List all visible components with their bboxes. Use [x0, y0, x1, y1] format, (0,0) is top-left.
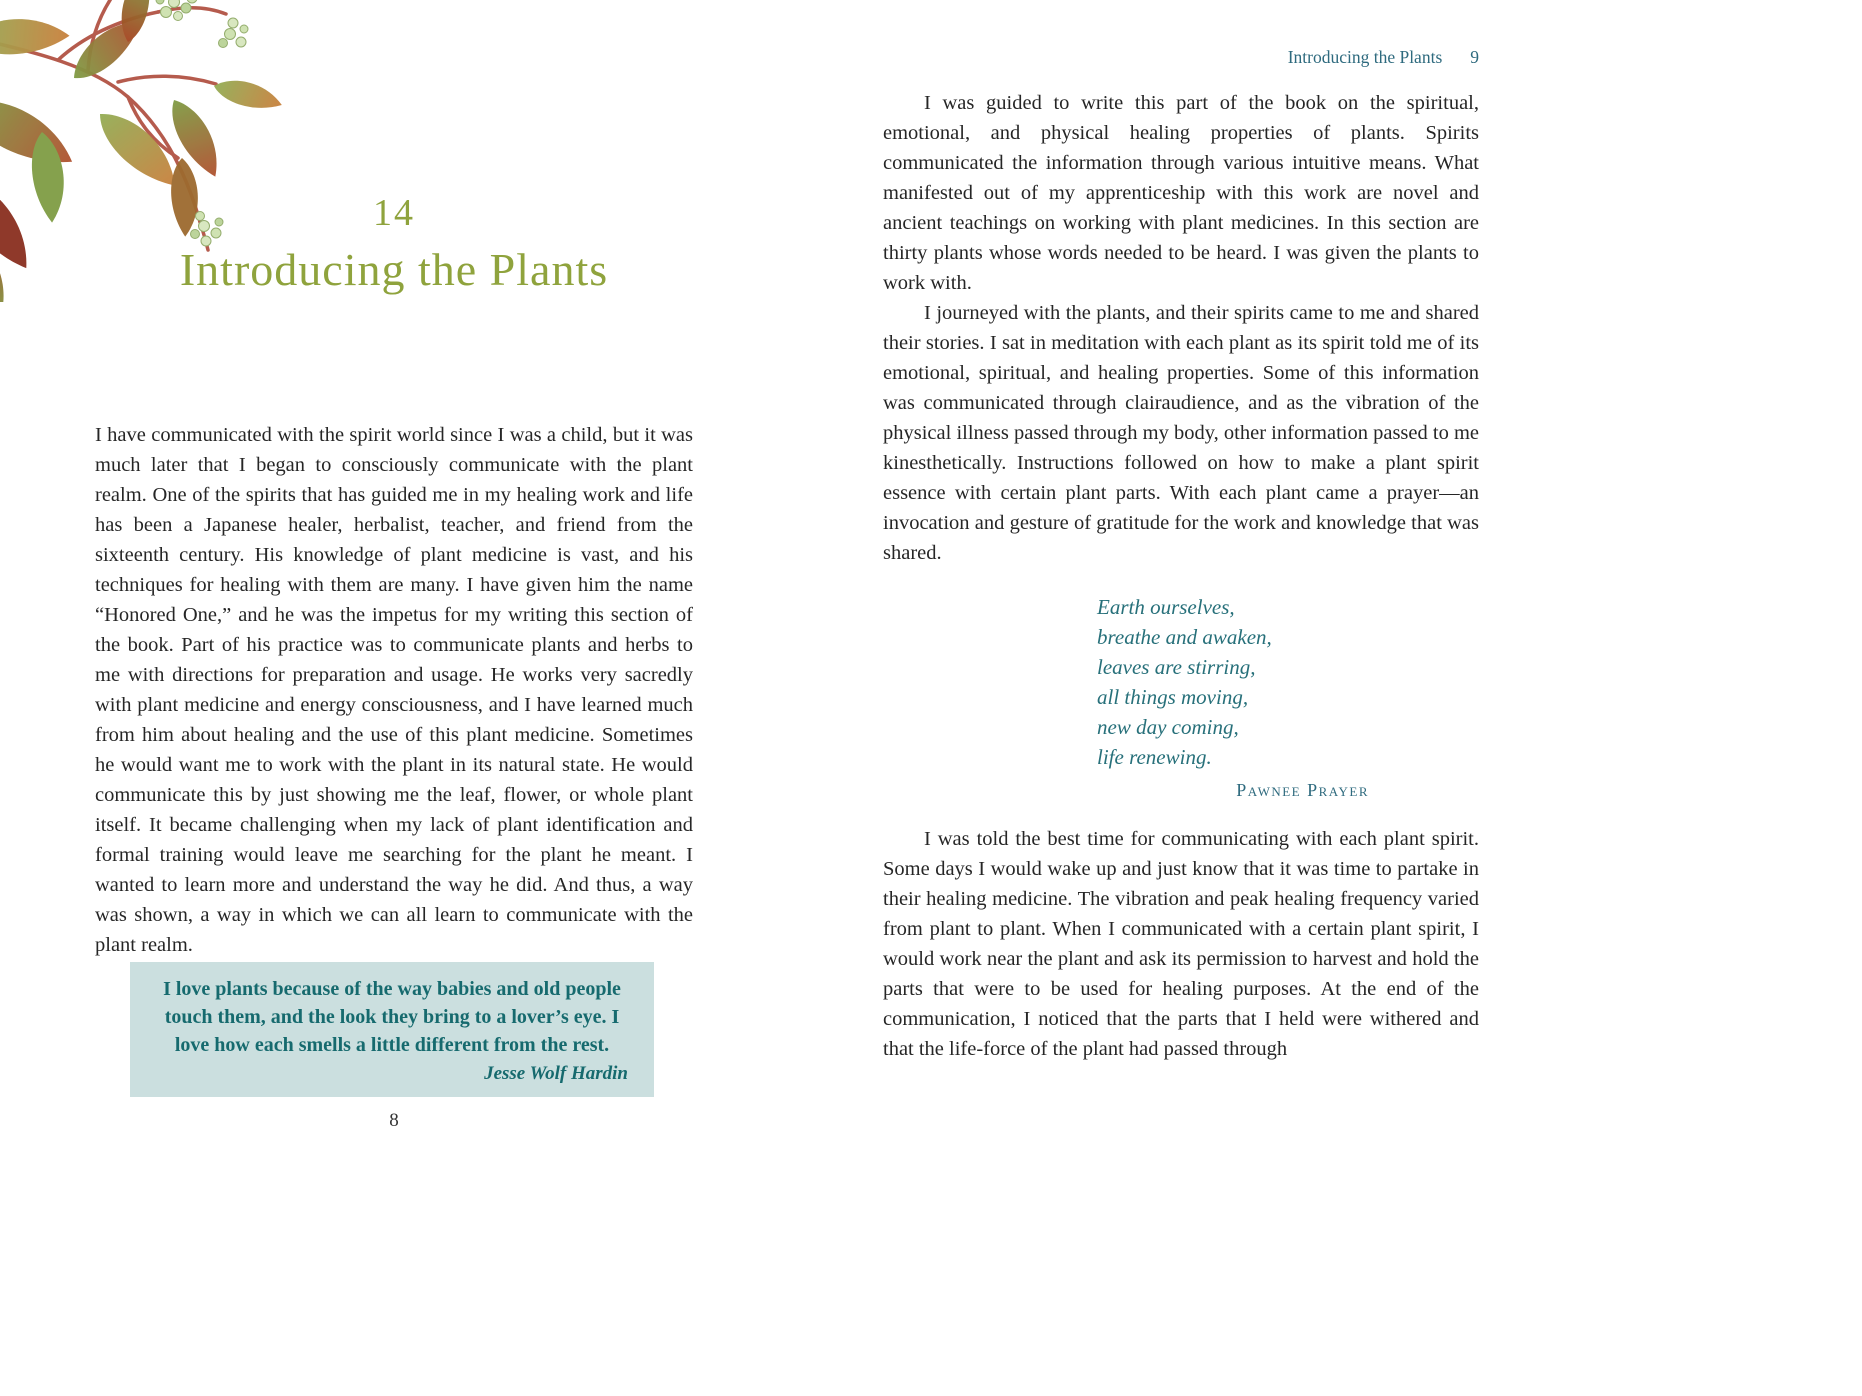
body-paragraph: I journeyed with the plants, and their spirits came to me and shared their stories. I sat in meditation with each plant as its spirit told me of its emotional, spiritual, and healing properties. Some of this information was communicated through clairaudience, and as the vibration of the physical illness passed through my body, other information passed to me kinesthetically. Instructions followed on how to make a plant spirit essence with certain plant parts. With each plant came a prayer—an invocation and gesture of gratitude for the work and knowledge that was shared.: [883, 302, 1479, 564]
poem-line: breathe and awaken,: [1097, 625, 1272, 649]
chapter-opening-paragraph: I have communicated with the spirit world since I was a child, but it was much later that I began to consciously communicate with the plant realm. One of the spirits that has guided me in my healing work and life has been a Japanese healer, herbalist, teacher, and friend from the sixteenth century. His knowledge of plant medicine is vast, and his techniques for healing with them are many. I have given him the name “Honored One,” and he was the impetus for my writing this section of the book. Part of his practice was to communicate plants and herbs to me with directions for preparation and usage. He works very sacredly with plant medicine and energy consciousness, and I have learned much from him about healing and the use of this plant medicine. Sometimes he would want me to work with the plant in its natural state. He would communicate this by just showing me the leaf, flower, or whole plant itself. It became challenging when my lack of plant identification and formal training would leave me searching for the plant he meant. I wanted to learn more and understand the way he did. And thus, a way was shown, a way in which we can all learn to communicate with the plant realm.: [95, 424, 693, 956]
poem-line: all things moving,: [1097, 685, 1249, 709]
quote-text: I love plants because of the way babies and old people touch them, and the look they bring to a lover’s eye. I love how each smells a little different from the rest.: [163, 978, 621, 1056]
page-number-right: 9: [1470, 47, 1479, 67]
running-head-title: Introducing the Plants: [1287, 47, 1443, 67]
quote-attribution: Jesse Wolf Hardin: [484, 1063, 628, 1084]
chapter-title: Introducing the Plants: [179, 244, 609, 295]
page-number-left: 8: [389, 1110, 399, 1131]
chapter-heading: [95, 190, 693, 298]
poem-line: Earth ourselves,: [1097, 595, 1235, 619]
poem-line: life renewing.: [1097, 745, 1212, 769]
pawnee-prayer-poem: [1097, 592, 1479, 802]
epigraph-quote-box: [130, 962, 654, 1097]
running-head: [883, 46, 1479, 68]
body-paragraph: I was guided to write this part of the book on the spiritual, emotional, and physical healing properties of plants. Spirits communicated the information through various intuitive means. What manifested out of my apprenticeship with this work are novel and ancient teachings on working with plant medicines. In this section are thirty plants whose words needed to be heard. I was given the plants to work with.: [883, 92, 1479, 294]
body-paragraph: I was told the best time for communicating with each plant spirit. Some days I would wake up and just know that it was time to partake in their healing medicine. The vibration and peak healing frequency varied from plant to plant. When I communicated with a certain plant spirit, I would work near the plant and ask its permission to harvest and hold the parts that were to be used for healing purposes. At the end of the communication, I noticed that the parts that I held were withered and that the life-force of the plant had passed through: [883, 828, 1479, 1060]
poem-line: leaves are stirring,: [1097, 655, 1256, 679]
chapter-number: 14: [373, 192, 415, 234]
right-page-text-block: [883, 88, 1479, 1064]
poem-line: new day coming,: [1097, 715, 1239, 739]
poem-attribution: Pawnee Prayer: [1236, 780, 1369, 800]
